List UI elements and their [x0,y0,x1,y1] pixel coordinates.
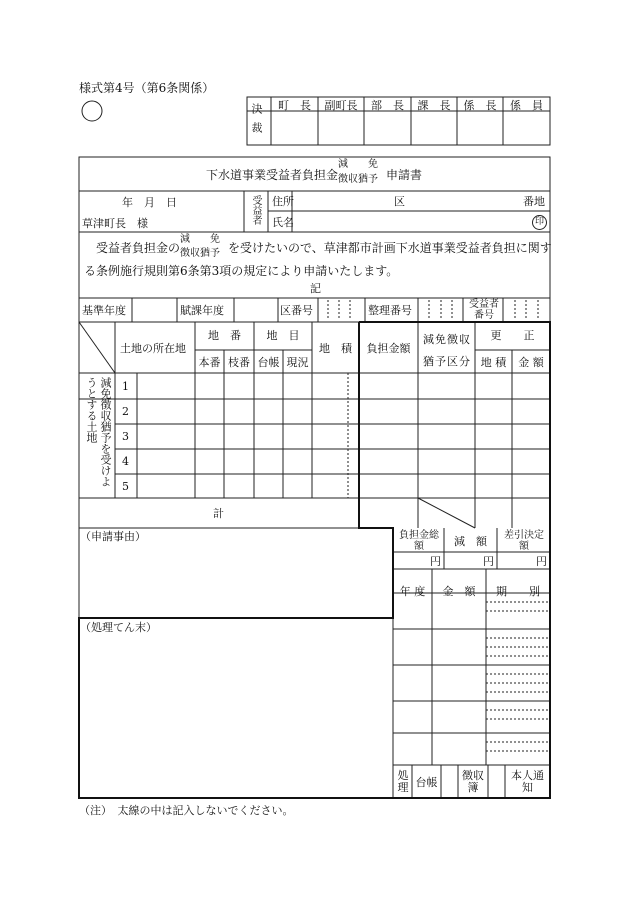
name-label: 氏名 [272,216,294,229]
approval-label: 決裁 [250,103,263,141]
chiban-header: 地 番 [208,329,241,342]
chimoku-header: 地 目 [266,329,300,342]
burden-amount-header: 負担金額 [366,342,411,355]
lot-label: 番地 [523,195,545,208]
statement-p2: る条例施行規則第6条第3項の規定により申請いたします。 [84,264,399,278]
approval-role: 係 員 [510,99,543,112]
statement-bottom: 徴収猶予 [180,248,220,259]
kousei-header: 更 正 [490,329,535,342]
approval-role: 課 長 [417,99,451,112]
schedule-amount-header: 金 額 [442,585,476,598]
approval-role: 副町長 [324,99,358,112]
date-field: 年 月 日 [122,196,177,209]
approval-role: 係 長 [463,99,497,112]
yen-unit: 円 [430,555,441,568]
daicho-header: 台帳 [257,356,280,369]
row-number: 4 [122,455,129,468]
addressee: 草津町長 様 [82,217,148,230]
reduction-header: 減 額 [454,535,487,548]
location-header: 土地の所在地 [120,342,186,355]
seal-mark: 印 [532,215,547,230]
honban-header: 本番 [198,356,221,369]
approval-role: 町 長 [278,99,311,112]
footnote: （注） 太線の中は記入しないでください。 [79,804,294,817]
yen-unit: 円 [536,555,547,568]
reason-label: （申請事由） [80,530,146,543]
chiseki-header: 地 積 [319,342,352,355]
total-label: 計 [213,507,224,520]
statement-b: を受けたいので、草津都市計画下水道事業受益者負担に関す [228,241,552,255]
title-suffix: 申請書 [386,168,423,182]
edaban-header: 枝番 [228,356,250,369]
year-header: 年 度 [399,585,426,598]
address-label: 住所 [272,195,294,208]
ward-label: 区 [394,195,405,208]
row-number: 5 [122,480,129,493]
collection-book-label: 徴収簿 [462,769,484,794]
category-header: 減免徴収猶予区分 [423,333,471,368]
thick-outline [79,322,550,798]
genkyo-header: 現況 [286,356,309,369]
processing-label: （処理てん末） [80,621,157,634]
row-number: 1 [122,380,129,393]
base-year-label: 基準年度 [82,304,126,317]
yen-unit: 円 [483,555,494,568]
row-number: 2 [122,405,129,418]
area-header: 地 積 [480,356,507,369]
process-label: 処理 [397,769,409,794]
amount-header: 金 額 [518,356,544,369]
land-side-label: 減免徴収猶予を受けようとする土地 [85,377,112,487]
row-number: 3 [122,430,129,443]
approval-role: 部 長 [371,99,404,112]
district-no-label: 区番号 [280,304,313,317]
title-prefix: 下水道事業受益者負担金 [206,168,339,182]
beneficiary-label: 受益者 [250,195,261,225]
ledger-label: 台帳 [415,776,438,789]
tax-year-label: 賦課年度 [180,304,224,317]
period-header: 期 別 [496,585,540,598]
notice-label: 本人通知 [511,769,544,794]
form-number: 様式第4号（第6条関係） [79,81,215,95]
statement-a: 受益者負担金の [96,241,181,255]
statement-top: 減 免 [180,234,220,245]
ref-no-label: 整理番号 [368,304,412,317]
stamp-circle [82,101,102,121]
title-top: 減 免 [338,159,378,170]
ki-label: 記 [310,282,321,295]
net-header: 差引決定額 [504,530,544,552]
total-burden-header: 負担金総額 [399,530,439,552]
beneficiary-no-label: 受益者番号 [469,299,499,321]
title-bottom: 徴収猶予 [338,174,378,185]
